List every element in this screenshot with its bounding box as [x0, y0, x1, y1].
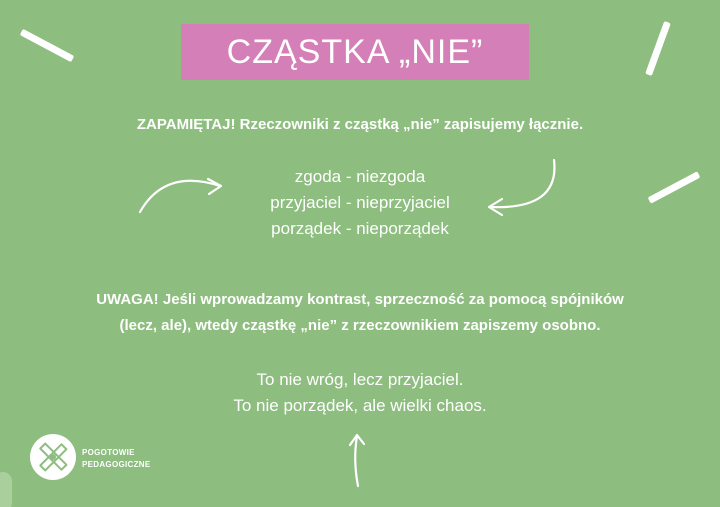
example-item: porządek - nieporządek — [271, 219, 449, 238]
decorative-stroke-top-right — [645, 21, 671, 76]
warning-text — [0, 287, 720, 339]
logo-line-2: PEDAGOGICZNE — [82, 460, 151, 469]
curved-arrow-right-icon — [482, 155, 562, 220]
warning-line: (lecz, ale), wtedy cząstkę „nie” z rzeczownikiem zapiszemy osobno. — [119, 317, 601, 334]
warning-line: UWAGA! Jeśli wprowadzamy kontrast, sprzeczność za pomocą spójników — [96, 291, 624, 308]
decorative-corner-shape — [0, 472, 12, 507]
arrow-up-icon — [344, 430, 370, 490]
example-sentences — [0, 367, 720, 419]
title-banner — [181, 24, 529, 80]
curved-arrow-left-icon — [135, 168, 230, 218]
crossed-pencils-icon — [30, 434, 76, 480]
decorative-stroke-top-left — [20, 29, 74, 62]
examples-list — [0, 164, 720, 242]
logo-text — [82, 447, 151, 471]
sentence-item: To nie wróg, lecz przyjaciel. — [256, 370, 464, 389]
logo-line-1: POGOTOWIE — [82, 448, 135, 457]
example-item: zgoda - niezgoda — [294, 167, 426, 186]
example-item: przyjaciel - nieprzyjaciel — [270, 193, 450, 212]
logo-badge — [30, 434, 76, 480]
page-title: CZĄSTKA „NIE” — [226, 32, 484, 71]
rule-text: ZAPAMIĘTAJ! Rzeczowniki z cząstką „nie” zapisujemy łącznie. — [136, 116, 584, 133]
sentence-item: To nie porządek, ale wielki chaos. — [233, 396, 487, 415]
